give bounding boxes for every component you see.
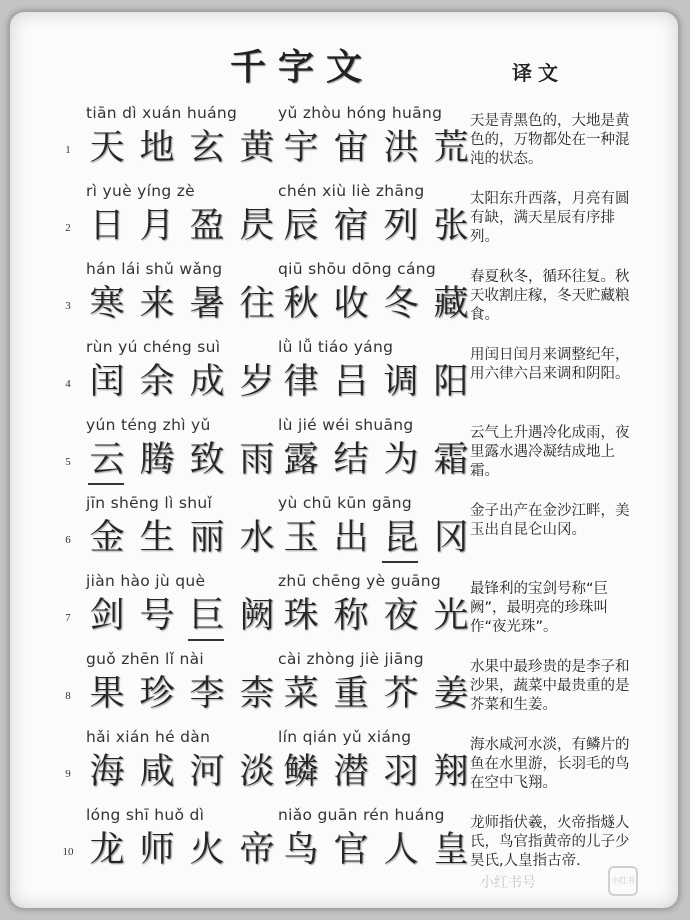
hanzi-character: 月 — [139, 206, 175, 246]
hanzi-character: 律 — [283, 362, 319, 402]
hanzi-character: 珠 — [283, 596, 319, 636]
pinyin-right: lù jié wéi shuāng — [278, 416, 414, 434]
hanzi-group-left — [86, 594, 286, 638]
row-number: 9 — [65, 768, 71, 780]
watermark-logo: 小红书 — [608, 866, 638, 896]
hanzi-character: 收 — [333, 284, 369, 324]
hanzi-group-left — [86, 204, 286, 248]
hanzi-group-right — [280, 126, 480, 170]
hanzi-character: 冈 — [433, 518, 469, 558]
hanzi-character: 水 — [239, 518, 275, 558]
translation-text: 用闰日闰月来调整纪年，用六律六吕来调和阴阳。 — [470, 347, 630, 382]
hanzi-group-right — [280, 360, 480, 404]
hanzi-character: 夜 — [383, 596, 419, 636]
hanzi-character: 往 — [239, 284, 275, 324]
hanzi-character: 珍 — [139, 674, 175, 714]
hanzi-group-left — [86, 282, 286, 326]
hanzi-character: 冬 — [383, 284, 419, 324]
hanzi-character: 调 — [383, 362, 419, 402]
hanzi-character: 金 — [89, 518, 125, 558]
hanzi-character: 吕 — [333, 362, 369, 402]
hanzi-character: 寒 — [89, 284, 125, 324]
row-number: 5 — [65, 456, 71, 468]
hanzi-group-right — [280, 438, 480, 482]
hanzi-character: 荒 — [433, 128, 469, 168]
poem-row — [0, 258, 690, 334]
hanzi-character: 昆 — [380, 516, 422, 560]
row-number: 6 — [65, 534, 71, 546]
hanzi-character: 雨 — [239, 440, 275, 480]
hanzi-character: 来 — [139, 284, 175, 324]
row-number: 2 — [65, 222, 71, 234]
hanzi-group-right — [280, 204, 480, 248]
pinyin-left: rì yuè yíng zè — [86, 182, 196, 200]
translation-text: 海水咸河水淡，有鳞片的鱼在水里游，长羽毛的鸟在空中飞翔。 — [470, 737, 630, 791]
row-number: 3 — [65, 300, 71, 312]
pinyin-right: qiū shōu dōng cáng — [278, 260, 437, 278]
hanzi-character: 咸 — [139, 752, 175, 792]
hanzi-character: 岁 — [239, 362, 275, 402]
pinyin-right: lǜ lǚ tiáo yáng — [278, 338, 394, 356]
hanzi-character: 藏 — [433, 284, 469, 324]
hanzi-character: 致 — [189, 440, 225, 480]
hanzi-character: 出 — [333, 518, 369, 558]
hanzi-character: 淡 — [239, 752, 275, 792]
hanzi-character: 重 — [333, 674, 369, 714]
hanzi-character: 菜 — [283, 674, 319, 714]
hanzi-character: 人 — [383, 830, 419, 870]
hanzi-character: 霜 — [433, 440, 469, 480]
poem-row — [0, 648, 690, 724]
hanzi-character: 巨 — [186, 594, 228, 638]
hanzi-character: 宇 — [283, 128, 319, 168]
row-number: 10 — [62, 846, 74, 858]
hanzi-group-left — [86, 516, 286, 560]
poem-row — [0, 414, 690, 490]
hanzi-character: 腾 — [139, 440, 175, 480]
hanzi-group-left — [86, 126, 286, 170]
hanzi-character: 果 — [89, 674, 125, 714]
hanzi-character: 宙 — [333, 128, 369, 168]
hanzi-character: 秋 — [283, 284, 319, 324]
hanzi-character: 柰 — [239, 674, 275, 714]
hanzi-character: 阳 — [433, 362, 469, 402]
pinyin-right: niǎo guān rén huáng — [278, 806, 445, 824]
translation-text: 最锋利的宝剑号称“巨阙”，最明亮的珍珠叫作“夜光珠”。 — [470, 581, 609, 635]
hanzi-character: 剑 — [89, 596, 125, 636]
hanzi-character: 玉 — [283, 518, 319, 558]
pinyin-left: yún téng zhì yǔ — [86, 416, 211, 434]
hanzi-character: 地 — [139, 128, 175, 168]
hanzi-group-right — [280, 516, 480, 560]
translation-text: 春夏秋冬，循环往复。秋天收割庄稼，冬天贮藏粮食。 — [470, 269, 630, 323]
row-number: 7 — [65, 612, 71, 624]
hanzi-group-right — [280, 594, 480, 638]
poem-row — [0, 180, 690, 256]
hanzi-character: 暑 — [189, 284, 225, 324]
poem-row — [0, 336, 690, 412]
hanzi-group-left — [86, 750, 286, 794]
hanzi-character: 黄 — [239, 128, 275, 168]
hanzi-character: 闰 — [89, 362, 125, 402]
watermark-text: 小红书号 — [480, 875, 536, 891]
hanzi-character: 潜 — [333, 752, 369, 792]
hanzi-character: 日 — [89, 206, 125, 246]
poem-row — [0, 570, 690, 646]
hanzi-character: 辰 — [283, 206, 319, 246]
hanzi-character: 丽 — [189, 518, 225, 558]
hanzi-group-left — [86, 828, 286, 872]
hanzi-group-right — [280, 828, 480, 872]
hanzi-character: 昃 — [239, 206, 275, 246]
hanzi-character: 光 — [433, 596, 469, 636]
hanzi-group-right — [280, 282, 480, 326]
hanzi-character: 羽 — [383, 752, 419, 792]
pinyin-left: lóng shī huǒ dì — [86, 806, 205, 824]
poem-row — [0, 726, 690, 802]
translation-text: 金子出产在金沙江畔，美玉出自昆仑山冈。 — [470, 503, 630, 538]
hanzi-group-right — [280, 750, 480, 794]
poem-row — [0, 102, 690, 178]
hanzi-character: 露 — [283, 440, 319, 480]
row-number: 4 — [65, 378, 71, 390]
hanzi-character: 鸟 — [283, 830, 319, 870]
hanzi-character: 芥 — [383, 674, 419, 714]
hanzi-character: 生 — [139, 518, 175, 558]
pinyin-right: yù chū kūn gāng — [278, 494, 413, 512]
hanzi-character: 师 — [139, 830, 175, 870]
hanzi-character: 李 — [189, 674, 225, 714]
hanzi-character: 盈 — [189, 206, 225, 246]
hanzi-character: 天 — [89, 128, 125, 168]
hanzi-character: 张 — [433, 206, 469, 246]
pinyin-right: chén xiù liè zhāng — [278, 182, 425, 200]
translation-text: 水果中最珍贵的是李子和沙果，蔬菜中最贵重的是芥菜和生姜。 — [470, 659, 630, 713]
hanzi-character: 鳞 — [283, 752, 319, 792]
pinyin-left: rùn yú chéng suì — [86, 338, 221, 356]
pinyin-left: jiàn hào jù què — [86, 572, 206, 590]
poem-row — [0, 804, 690, 880]
pinyin-left: hán lái shǔ wǎng — [86, 260, 223, 278]
hanzi-character: 宿 — [333, 206, 369, 246]
hanzi-group-left — [86, 438, 286, 482]
hanzi-group-left — [86, 360, 286, 404]
hanzi-character: 皇 — [433, 830, 469, 870]
hanzi-character: 龙 — [89, 830, 125, 870]
hanzi-character: 河 — [189, 752, 225, 792]
hanzi-character: 火 — [189, 830, 225, 870]
hanzi-character: 号 — [139, 596, 175, 636]
hanzi-character: 余 — [139, 362, 175, 402]
pinyin-left: tiān dì xuán huáng — [86, 104, 238, 122]
translation-text: 天是青黑色的，大地是黄色的，万物都处在一种混沌的状态。 — [470, 113, 630, 167]
hanzi-character: 翔 — [433, 752, 469, 792]
hanzi-character: 海 — [89, 752, 125, 792]
pinyin-right: cài zhòng jiè jiāng — [278, 650, 424, 668]
hanzi-character: 称 — [333, 596, 369, 636]
pinyin-left: jīn shēng lì shuǐ — [86, 494, 213, 512]
hanzi-group-left — [86, 672, 286, 716]
hanzi-character: 官 — [333, 830, 369, 870]
translation-text: 云气上升遇冷化成雨，夜里露水遇冷凝结成地上霜。 — [470, 425, 630, 479]
hanzi-character: 成 — [189, 362, 225, 402]
row-number: 1 — [65, 144, 71, 156]
hanzi-character: 云 — [86, 438, 128, 482]
translation-text: 太阳东升西落，月亮有圆有缺，满天星辰有序排列。 — [470, 191, 630, 245]
hanzi-character: 为 — [383, 440, 419, 480]
pinyin-left: guǒ zhēn lǐ nài — [86, 650, 204, 668]
hanzi-character: 洪 — [383, 128, 419, 168]
hanzi-character: 姜 — [433, 674, 469, 714]
hanzi-character: 阙 — [239, 596, 275, 636]
row-number: 8 — [65, 690, 71, 702]
poem-row — [0, 492, 690, 568]
hanzi-character: 列 — [383, 206, 419, 246]
hanzi-character: 玄 — [189, 128, 225, 168]
page-title: 千字文 — [230, 47, 375, 88]
pinyin-left: hǎi xián hé dàn — [86, 728, 211, 746]
translation-header: 译文 — [512, 61, 564, 85]
hanzi-group-right — [280, 672, 480, 716]
hanzi-character: 结 — [333, 440, 369, 480]
translation-text: 龙师指伏羲，火帝指燧人氏，鸟官指黄帝的儿子少昊氏,人皇指古帝. — [470, 815, 630, 869]
pinyin-right: yǔ zhòu hóng huāng — [278, 104, 443, 122]
hanzi-character: 帝 — [239, 830, 275, 870]
pinyin-right: zhū chēng yè guāng — [278, 572, 442, 590]
pinyin-right: lín qián yǔ xiáng — [278, 728, 412, 746]
